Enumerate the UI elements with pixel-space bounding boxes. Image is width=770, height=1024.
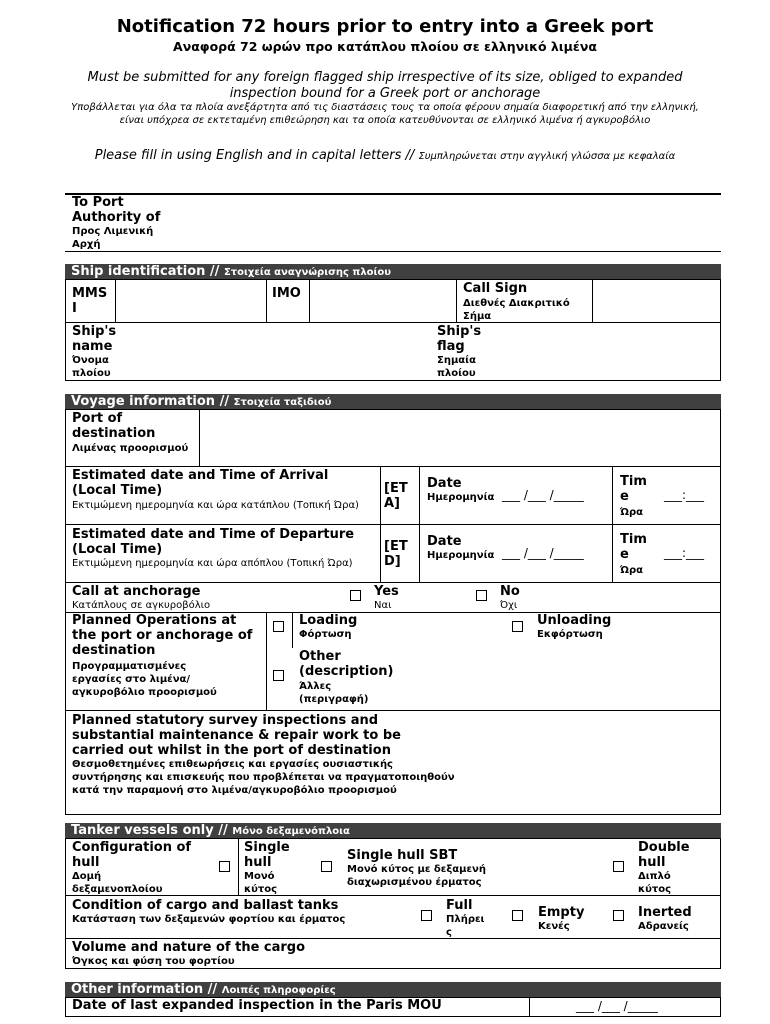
fill-instruction-en: Please fill in using English and in capital letters // xyxy=(94,148,415,163)
hull-config-label-gr: Δομή δεξαμενοπλοίου xyxy=(72,871,163,895)
anchorage-label: Call at anchorage xyxy=(72,584,201,599)
single-hull-label: Single hull xyxy=(244,840,290,870)
etd-label: Estimated date and Time of Departure (Local Time) xyxy=(72,527,355,557)
etd-time-field[interactable]: ___:___ xyxy=(664,546,705,560)
tanks-empty-checkbox[interactable] xyxy=(512,910,523,921)
fill-instruction xyxy=(80,148,690,165)
etd-code: [ETD] xyxy=(384,539,408,569)
other-operations-checkbox[interactable] xyxy=(273,670,284,681)
ship-name-label-gr: Όνομα πλοίου xyxy=(72,355,111,379)
survey-label-gr: Θεσμοθετημένες επιθεωρήσεις και εργασίες ουσιαστικής συντήρησης και επισκευής που προβλέπεται να πραγματοποιηθούν κατά την παραμονή στο λιμένα/αγκυροβόλιο προορισμού xyxy=(72,759,455,796)
other-operations-label-gr: Άλλες (περιγραφή) xyxy=(299,681,369,705)
anchorage-label-gr: Κατάπλους σε αγκυροβόλιο xyxy=(72,600,211,611)
last-inspection-date-field[interactable]: ___ /___ /_____ xyxy=(576,999,658,1013)
other-operations-label: Other (description) xyxy=(299,649,394,679)
call-sign-label: Call Sign xyxy=(463,281,528,296)
tanks-empty-label: Empty xyxy=(538,905,585,920)
ship-name-field[interactable] xyxy=(145,324,430,380)
header-gr: Μόνο δεξαμενόπλοια xyxy=(232,826,350,837)
double-hull-label-gr: Διπλό κύτος xyxy=(638,871,672,895)
row-divider xyxy=(65,524,721,525)
col-divider xyxy=(612,466,613,524)
no-label: No xyxy=(500,584,520,599)
tank-condition-label: Condition of cargo and ballast tanks xyxy=(72,898,339,913)
unloading-label: Unloading xyxy=(537,613,612,628)
etd-time-label-gr: Ώρα xyxy=(620,565,643,576)
call-sign-label-gr: Διεθνές Διακριτικό Σήμα xyxy=(463,298,570,322)
no-label-gr: Όχι xyxy=(500,600,518,611)
single-hull-sbt-label-gr: Μονό κύτος με δεξαμενή διαχωρισμένου έρματος xyxy=(347,864,486,888)
operations-label-gr: Προγραμματισμένες εργασίες στο λιμένα/αγκυροβόλιο προορισμού xyxy=(72,661,217,698)
tanks-full-label: Full xyxy=(446,898,473,913)
fill-instruction-gr: Συμπληρώνεται στην αγγλική γλώσσα με κεφαλαία xyxy=(418,151,676,162)
col-divider xyxy=(419,466,420,524)
double-hull-label: Double hull xyxy=(638,840,690,870)
single-hull-sbt-label: Single hull SBT xyxy=(347,848,458,863)
cargo-volume-field[interactable] xyxy=(340,940,718,967)
loading-checkbox[interactable] xyxy=(273,621,284,632)
loading-label-gr: Φόρτωση xyxy=(299,629,352,640)
eta-label: Estimated date and Time of Arrival (Local Time) xyxy=(72,468,329,498)
col-divider xyxy=(612,524,613,582)
ship-flag-label-gr: Σημαία πλοίου xyxy=(437,355,476,379)
row-divider xyxy=(65,322,721,323)
header-gr: Λοιπές πληροφορίες xyxy=(221,985,336,996)
section-header-voyage-information xyxy=(65,394,721,410)
yes-label: Yes xyxy=(374,584,399,599)
destination-label: Port of destination xyxy=(72,411,156,441)
col-divider xyxy=(592,279,593,322)
col-divider xyxy=(266,279,267,322)
unloading-checkbox[interactable] xyxy=(512,621,523,632)
tanks-full-checkbox[interactable] xyxy=(421,910,432,921)
col-divider xyxy=(292,612,293,648)
single-hull-sbt-checkbox[interactable] xyxy=(321,861,332,872)
row-divider xyxy=(65,466,721,467)
survey-field[interactable] xyxy=(460,712,718,812)
port-authority-label-gr: Προς Λιμενική Αρχή xyxy=(72,226,154,250)
etd-label-gr: Εκτιμώμενη ημερομηνία και ώρα απόπλου (Τοπική Ώρα) xyxy=(72,558,353,569)
row-divider xyxy=(65,938,721,939)
ship-flag-field[interactable] xyxy=(500,324,720,380)
col-divider xyxy=(238,838,239,895)
eta-time-label: Time xyxy=(620,474,647,504)
destination-label-gr: Λιμένας προορισμού xyxy=(72,443,189,454)
yes-label-gr: Ναι xyxy=(374,600,392,611)
col-divider xyxy=(266,612,267,710)
col-divider xyxy=(419,524,420,582)
col-divider xyxy=(380,524,381,582)
loading-label: Loading xyxy=(299,613,358,628)
call-sign-field[interactable] xyxy=(594,281,720,321)
ship-flag-label: Ship's flag xyxy=(437,324,482,354)
col-divider xyxy=(309,279,310,322)
form-subtitle: Αναφορά 72 ωρών προ κατάπλου πλοίου σε ελληνικό λιμένα xyxy=(173,39,597,54)
eta-time-label-gr: Ώρα xyxy=(620,507,643,518)
eta-time-field[interactable]: ___:___ xyxy=(664,488,705,502)
header-en: Ship identification // xyxy=(71,264,220,279)
imo-field[interactable] xyxy=(311,281,455,321)
row-divider xyxy=(65,895,721,896)
row-divider xyxy=(65,582,721,583)
hull-config-label: Configuration of hull xyxy=(72,840,192,870)
imo-label: IMO xyxy=(272,286,301,301)
row-divider xyxy=(65,710,721,711)
etd-time-label: Time xyxy=(620,532,647,562)
port-authority-label: To Port Authority of xyxy=(72,195,161,225)
divider xyxy=(65,251,721,252)
header-en: Tanker vessels only // xyxy=(71,823,228,838)
header-gr: Στοιχεία ταξιδιού xyxy=(233,397,332,408)
ship-name-label: Ship's name xyxy=(72,324,117,354)
cargo-volume-label: Volume and nature of the cargo xyxy=(72,940,306,955)
destination-field[interactable] xyxy=(201,411,720,465)
cargo-volume-label-gr: Όγκος και φύση του φορτίου xyxy=(72,956,235,967)
header-en: Voyage information // xyxy=(71,394,230,409)
col-divider xyxy=(456,279,457,322)
section-header-ship-identification xyxy=(65,264,721,280)
eta-date-label: Date xyxy=(427,476,462,491)
unloading-label-gr: Εκφόρτωση xyxy=(537,629,603,640)
submission-note-en: Must be submitted for any foreign flagged ship irrespective of its size, obliged to expanded inspection bound for a Greek port or anchorage xyxy=(87,70,683,101)
operations-label: Planned Operations at the port or anchorage of destination xyxy=(72,613,253,658)
col-divider xyxy=(199,409,200,466)
last-inspection-label: Date of last expanded inspection in the Paris MOU xyxy=(72,998,442,1013)
tanks-full-label-gr: Πλήρεις xyxy=(446,914,485,938)
col-divider xyxy=(529,997,530,1017)
header-gr: Στοιχεία αναγνώρισης πλοίου xyxy=(223,267,392,278)
tanks-inerted-label: Inerted xyxy=(638,905,692,920)
mmsi-field[interactable] xyxy=(117,281,265,321)
col-divider xyxy=(115,279,116,322)
tanks-inerted-label-gr: Αδρανείς xyxy=(638,921,689,932)
anchorage-yes-checkbox[interactable] xyxy=(350,590,361,601)
survey-label: Planned statutory survey inspections and substantial maintenance & repair work to be carried out whilst in the port of destination xyxy=(72,713,401,758)
etd-date-field[interactable]: ___ /___ /_____ xyxy=(502,546,584,560)
single-hull-label-gr: Μονό κύτος xyxy=(244,871,278,895)
tank-condition-label-gr: Κατάσταση των δεξαμενών φορτίου και έρματος xyxy=(72,914,346,925)
eta-code: [ETA] xyxy=(384,481,408,511)
tanks-inerted-checkbox[interactable] xyxy=(613,910,624,921)
submission-note-gr: Υποβάλλεται για όλα τα πλοία ανεξάρτητα από τις διαστάσεις τους τα οποία φέρουν σημαία διαφορετική από την ελληνική, είναι υπόχρεα σε εκτεταμένη επιθεώρηση και τα οποία κατευθύνονται σε ελληνικό λιμένα ή αγκυροβόλιο xyxy=(71,102,699,126)
section-header-other-information xyxy=(65,982,721,998)
eta-label-gr: Εκτιμώμενη ημερομηνία και ώρα κατάπλου (Τοπική Ώρα) xyxy=(72,500,359,511)
anchorage-no-checkbox[interactable] xyxy=(476,590,487,601)
tanks-empty-label-gr: Κενές xyxy=(538,921,570,932)
eta-date-label-gr: Ημερομηνία xyxy=(427,492,495,503)
eta-date-field[interactable]: ___ /___ /_____ xyxy=(502,488,584,502)
etd-date-label: Date xyxy=(427,534,462,549)
etd-date-label-gr: Ημερομηνία xyxy=(427,550,495,561)
form-title: Notification 72 hours prior to entry into a Greek port xyxy=(116,16,654,37)
col-divider xyxy=(380,466,381,524)
section-header-tanker-vessels xyxy=(65,823,721,839)
header-en: Other information // xyxy=(71,982,218,997)
single-hull-checkbox[interactable] xyxy=(219,861,230,872)
double-hull-checkbox[interactable] xyxy=(613,861,624,872)
other-operations-field[interactable] xyxy=(410,650,715,706)
mmsi-label: MMSI xyxy=(72,286,108,316)
